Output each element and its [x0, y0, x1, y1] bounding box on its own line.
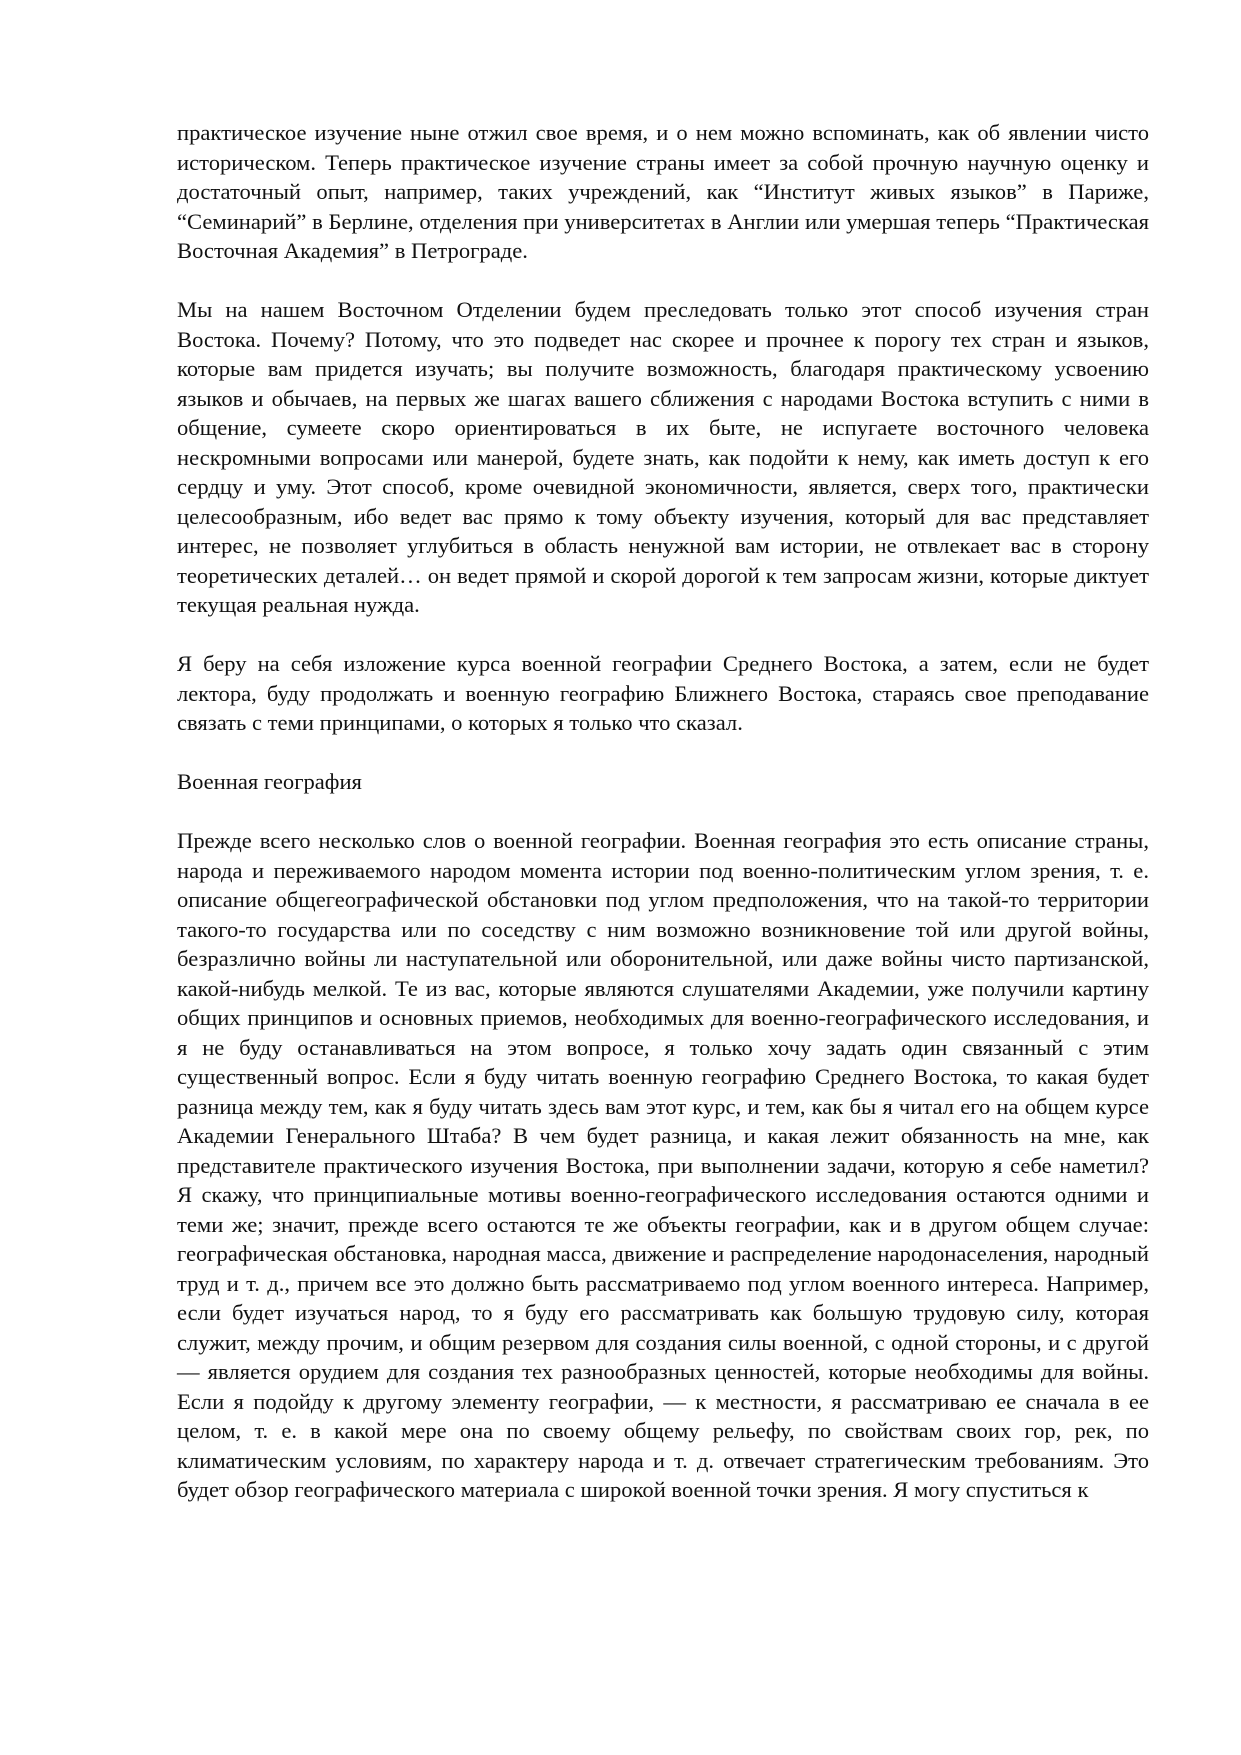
paragraph-spacer [177, 266, 1149, 296]
paragraph-eastern-department: Мы на нашем Восточном Отделении будем преследовать только этот способ изучения стран Востока. Почему? Потому, что это подведет нас скорее и прочнее к порогу тех стран и языков, которые вам придется изучать; вы получите возможность, благодаря практическому усвоению языков и обычаев, на первых же шагах вашего сближения с народами Востока вступить с ними в общение, сумеете скоро ориентироваться в их быте, не испугаете восточного человека нескромными вопросами или манерой, будете знать, как подойти к нему, как иметь доступ к его сердцу и уму. Этот способ, кроме очевидной экономичности, является, сверх того, практически целесообразным, ибо ведет вас прямо к тому объекту изучения, который для вас представляет интерес, не позволяет углубиться в область ненужной вам истории, не отвлекает вас в сторону теоретических деталей… он ведет прямой и скорой дорогой к тем запросам жизни, которые диктует текущая реальная нужда. [177, 297, 1149, 617]
paragraph-military-geography: Прежде всего несколько слов о военной географии. Военная география это есть описание страны, народа и переживаемого народом момента истории под военно-политическим углом зрения, т. е. описание общегеографической обстановки под углом предположения, что на такой-то территории такого-то государства или по соседству с ним возможно возникновение той или другой войны, безразлично войны ли наступательной или оборонительной, или даже войны чисто партизанской, какой-нибудь мелкой. Те из вас, которые являются слушателями Академии, уже получили картину общих принципов и основных приемов, необходимых для военно-географического исследования, и я не буду останавливаться на этом вопросе, я только хочу задать один связанный с этим существенный вопрос. Если я буду читать военную географию Среднего Востока, то какая будет разница между тем, как я буду читать здесь вам этот курс, и тем, как бы я читал его на общем курсе Академии Генерального Штаба? В чем будет разница, и какая лежит обязанность на мне, как представителе практического изучения Востока, при выполнении задачи, которую я себе наметил? Я скажу, что принципиальные мотивы военно-географического исследования остаются одними и теми же; значит, прежде всего остаются те же объекты географии, как и в другом общем случае: географическая обстановка, народная масса, движение и распределение народонаселения, народный труд и т. д., причем все это должно быть рассматриваемо под углом военного интереса. Например, если будет изучаться народ, то я буду его рассматривать как большую трудовую силу, которая служит, между прочим, и общим резервом для создания силы военной, с одной стороны, и с другой — является орудием для создания тех разнообразных ценностей, которые необходимы для войны. Если я подойду к другому элементу географии, — к местности, я рассматриваю ее сначала в ее целом, т. е. в какой мере она по своему общему рельефу, по свойствам своих гор, рек, по климатическим условиям, по характеру народа и т. д. отвечает стратегическим требованиям. Это будет обзор географического материала с широкой военной точки зрения. Я могу спуститься к [177, 828, 1149, 1502]
section-heading: Военная география [177, 769, 362, 794]
paragraph-spacer [177, 620, 1149, 650]
paragraph-practical-study: практическое изучение ныне отжил свое время, и о нем можно вспоминать, как об явлении чисто историческом. Теперь практическое изучение страны имеет за собой прочную научную оценку и достаточный опыт, например, таких учреждений, как “Институт живых языков” в Париже, “Семинарий” в Берлине, отделения при университетах в Англии или умершая теперь “Практическая Восточная Академия” в Петрограде. [177, 120, 1149, 263]
paragraph-course-intro: Я беру на себя изложение курса военной географии Среднего Востока, а затем, если не будет лектора, буду продолжать и военную географию Ближнего Востока, стараясь свое преподавание связать с теми принципами, о которых я только что сказал. [177, 651, 1149, 735]
paragraph-spacer [177, 738, 1149, 768]
paragraph-spacer [177, 797, 1149, 827]
document-page [177, 118, 1149, 1505]
